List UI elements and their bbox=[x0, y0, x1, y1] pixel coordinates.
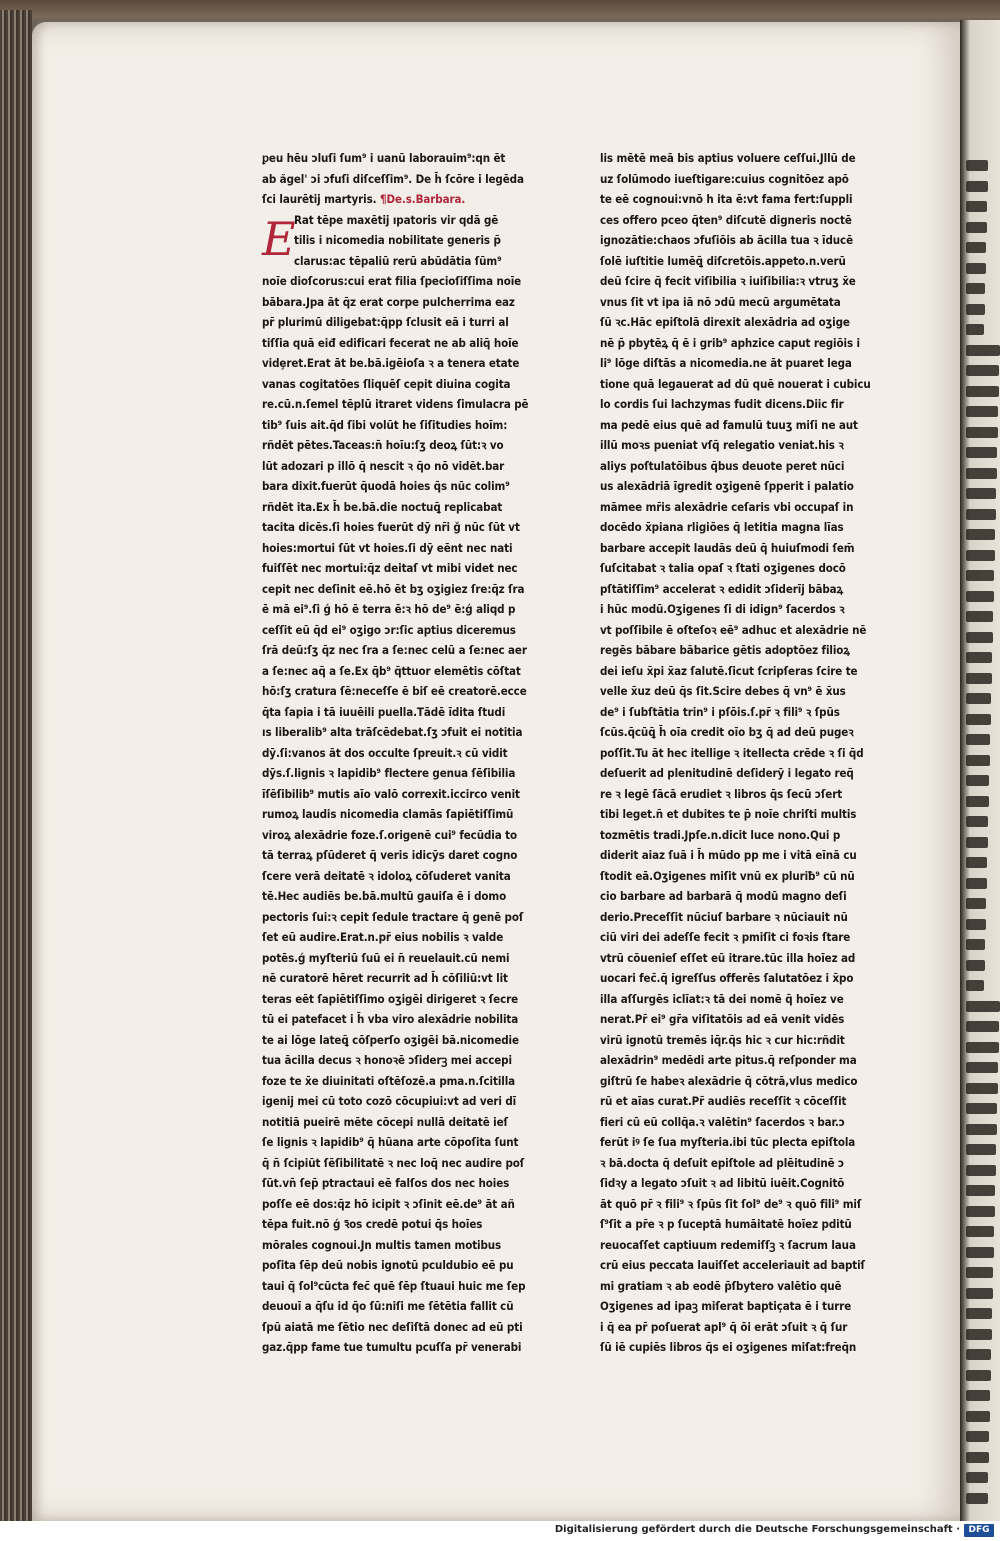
text-line: deū ſcire q̄ fecit viſibilia ꝛ iuiſibilia:ꝛ vtruʒ x̄e bbox=[600, 274, 856, 288]
facing-page-text-fragment bbox=[966, 509, 996, 520]
facing-page-text-fragment bbox=[966, 1021, 999, 1032]
text-line: vtrū cōuenieſ eſſet eū itrare.tūc illa hoīez ad bbox=[600, 950, 856, 965]
text-line: ſe lignis ꝛ lapidib⁹ q̄ hūana arte cōpoſita ſunt bbox=[262, 1135, 519, 1149]
text-line: vidȩret.Erat āt be.bā.igēioſa ꝛ a tenera etate bbox=[262, 356, 520, 370]
facing-page-text-fragment bbox=[966, 1247, 994, 1258]
text-line: q̄ta ſapia i tā iuuēili puella.Tādē īdita ſtudi bbox=[262, 704, 506, 719]
text-line: taui q̄ ſol⁹cūcta fec̄ quē ſēp ſtuaui huic me ſep bbox=[262, 1278, 526, 1293]
text-line: mi gratiam ꝛ ab eodē p̄ſbytero valētio quē bbox=[600, 1278, 842, 1293]
text-line: rumoꝝ laudis nicomedia clamās ſapiētiſſimū bbox=[262, 807, 514, 821]
facing-page-text-fragment bbox=[966, 242, 986, 253]
footer-credit: Digitalisierung gefördert durch die Deutsche Forschungsgemeinschaft · bbox=[554, 1524, 960, 1535]
text-line: tē.Hec audiēs be.bā.multū gauiſa ē i domo bbox=[262, 889, 507, 903]
text-line: teras eēt ſapiētiſſimo oʒigēi dirigeret ꝛ ſecre bbox=[262, 991, 519, 1006]
text-line: tū ei patefacet i h̄ vba viro alexādrie nobilita bbox=[262, 1012, 519, 1026]
facing-page-text-fragment bbox=[966, 550, 995, 561]
text-line: re.cū.n.ſemel tēplū itraret videns ſimulacra pē bbox=[262, 397, 529, 411]
facing-page-text-fragment bbox=[966, 1329, 992, 1340]
text-line: re ꝛ legē ſācā erudiet ꝛ libros q̄s ſecū ɔſert bbox=[600, 786, 843, 801]
text-line: dȳ.ſi:vanos āt dos occulte ſpreuit.ꝛ cū vidit bbox=[262, 745, 508, 760]
text-line: nē curatorē hēret recurrit ad h̄ cōſiliū:vt lit bbox=[262, 971, 508, 985]
text-line: ſū iē cupiēs libros q̄s ei oʒigenes miſat:freq̄n bbox=[600, 1340, 857, 1354]
text-line: uocari fec̄.q̄ igreſſus offerēs ſalutatōez i x̄po bbox=[600, 971, 854, 985]
text-line: ſ⁹ſit a pr̄e ꝛ p ſuceptā humāitatē hoīez pditū bbox=[600, 1217, 852, 1231]
text-line: cio barbare ad barbarā q̄ modū magno deſi bbox=[600, 889, 847, 903]
facing-page-text-fragment bbox=[966, 857, 987, 868]
facing-page-text-fragment bbox=[966, 468, 997, 479]
facing-page-text-fragment bbox=[966, 796, 989, 807]
text-line: crū eius peccata lauiſſet acceleriauit ad baptiſ bbox=[600, 1258, 865, 1272]
text-line: ſcūs.q̄cūꝗ̄ h̄ oīa credit oīo bʒ q̄ ad deū pugeꝛ bbox=[600, 725, 854, 739]
text-line: tozmētis tradi.Jpſe.n.dicit luce nono.Qui p bbox=[600, 827, 841, 842]
text-line: ſūt.vn̄ ſep̄ ptractaui eē falſos dos nec hoies bbox=[262, 1176, 510, 1190]
text-line: ıs liberalib⁹ alta trāſcēdebat.ſʒ ɔfuit ei notitia bbox=[262, 725, 523, 739]
facing-page-text-fragment bbox=[966, 488, 996, 499]
text-line: ē mā ei⁹.ſi ǵ hō ē terra ē:ꝛ hō de⁹ ē:ǵ aliqd p bbox=[262, 602, 516, 616]
text-line: tēpa fuit.nō ǵ ꝛ̄os credē potui q̄s hoīes bbox=[262, 1217, 483, 1231]
text-line: ſrā deū:ſʒ q̄z nec ſra a ſe:nec celū a ſe:nec aer bbox=[262, 643, 527, 657]
text-line: ꝛ bā.docta q̄ deſuit epiſtole ad plēitudinē ɔ bbox=[600, 1155, 845, 1170]
text-line: ignozātie:chaos ɔfuſiōis ab ācilla tua ꝛ īducē bbox=[600, 233, 853, 247]
text-line: āt quō pr̄ ꝛ fili⁹ ꝛ ſpūs ſit ſol⁹ de⁹ ꝛ quō fili⁹ miſ bbox=[600, 1196, 862, 1211]
text-line: lo cordis ſui lachzymas fudit dicens.Diic fir bbox=[600, 397, 844, 411]
facing-page-text-fragment bbox=[966, 837, 988, 848]
text-line: Oʒigenes ad ipaꝫ miſerat baptiçata ē i turre bbox=[600, 1299, 852, 1313]
left-text-column bbox=[262, 148, 572, 1358]
text-line: poſſit.Tu āt hec itellige ꝛ itellecta crēde ꝛ ſi q̄d bbox=[600, 745, 864, 760]
chapter-heading: ¶De.s.Barbara. bbox=[376, 192, 466, 206]
text-line: bara dixit.fuerūt q̄uodā hoies q̄s nūc colim⁹ bbox=[262, 479, 510, 493]
text-line: tā terraꝝ pſūderet q̄ veris idicȳs daret cogno bbox=[262, 848, 518, 862]
facing-page-text-fragment bbox=[966, 816, 988, 827]
facing-page-text-fragment bbox=[966, 1124, 997, 1135]
facing-page-text-fragment bbox=[966, 222, 987, 233]
facing-page-text-fragment bbox=[966, 304, 985, 315]
text-line: lis mētē meā bis aptius voluere ceſſui.Jllū de bbox=[600, 151, 856, 165]
page-stack-edge bbox=[0, 10, 32, 1521]
facing-page-text-fragment bbox=[966, 365, 999, 376]
text-line: rū et aīas curat.Pr̄ audiēs receſſit ꝛ cōceſſit bbox=[600, 1094, 847, 1108]
text-line: ma pedē eius quē ad famulū tuuʒ miſi ne aut bbox=[600, 417, 858, 432]
facing-page-text-fragment bbox=[966, 1226, 994, 1237]
right-text-column bbox=[600, 148, 910, 1358]
facing-page-text-fragment bbox=[966, 1288, 993, 1299]
text-line: bābara.Jpa āt q̄z erat corpe pulcherrima eaz bbox=[262, 294, 515, 309]
facing-page-text-fragment bbox=[966, 1390, 990, 1401]
facing-page-text-fragment bbox=[966, 714, 991, 725]
rubricated-initial: E bbox=[262, 211, 296, 266]
facing-page-text-fragment bbox=[966, 734, 990, 745]
text-line: nerat.Pr̄ ei⁹ gr̄a viſitatōis ad eā venit vidēs bbox=[600, 1012, 845, 1026]
text-line: li⁹ lōge diſtās a nicomedia.ne āt puaret lega bbox=[600, 356, 852, 370]
text-line: uz ſolūmodo iueſtigare:cuius cognitōez apō bbox=[600, 171, 849, 186]
facing-page-text-fragment bbox=[966, 1493, 988, 1504]
facing-page-text-fragment bbox=[966, 160, 988, 171]
text-line: tua ācilla decus ꝛ honoꝛē ɔſiderꝫ mei accepi bbox=[262, 1053, 512, 1067]
text-line: ſci laurētij martyris. ¶De.s.Barbara. bbox=[262, 192, 466, 206]
text-line: reuocaſſet captiuum redemiſſꝫ ꝛ ſacrum laua bbox=[600, 1237, 856, 1252]
facing-page-text-fragment bbox=[966, 181, 988, 192]
facing-page-text-fragment bbox=[966, 1144, 996, 1155]
facing-page-text-fragment bbox=[966, 1411, 990, 1422]
facing-page-text-fragment bbox=[966, 693, 991, 704]
text-line: ſidꝛy a legato ɔſuit ꝛ ad libitū iuēit.Cognitō bbox=[600, 1176, 845, 1190]
facing-page-text-fragment bbox=[966, 1472, 988, 1483]
facing-page-text-fragment bbox=[966, 406, 998, 417]
facing-page-text-fragment bbox=[966, 919, 986, 930]
text-line: ſet eū audire.Erat.n.pr̄ eius nobilis ꝛ valde bbox=[262, 930, 504, 944]
facing-page-text-fragment bbox=[966, 1206, 995, 1217]
text-line: hoies:mortui ſūt vt hoies.ſi dȳ eēnt nec nati bbox=[262, 540, 513, 555]
text-line: docēdo x̄piana rligiōes q̄ letitia magna līas bbox=[600, 520, 844, 534]
text-line: i hūc modū.Oʒigenes ſi di idign⁹ ſacerdos ꝛ bbox=[600, 602, 845, 616]
text-line: clarus:ac tēpaliū rerū abūdātia ſūm⁹ bbox=[294, 253, 502, 268]
facing-page-text-fragment bbox=[966, 1083, 998, 1094]
text-line: alexādrin⁹ medēdi arte pitus.q̄ reſponder ma bbox=[600, 1053, 857, 1067]
text-line: us alexādriā īgredit oʒigenē ſpperit i palatio bbox=[600, 479, 854, 493]
text-line: nē p̄ pbytēꝝ q̄ ē i grib⁹ aphzice caput regiōis i bbox=[600, 335, 860, 350]
text-line: vnus ſit vt ipa iā nō ɔdū mecū argumētata bbox=[600, 294, 841, 309]
facing-page-text-fragment bbox=[966, 529, 995, 540]
text-line: tilis i nicomedia nobilitate generis p̄ bbox=[294, 233, 501, 247]
facing-page-text-fragment bbox=[966, 980, 984, 991]
text-line: ces offero pceo q̄ten⁹ diſcutē digneris noctē bbox=[600, 212, 852, 227]
text-line: viroꝝ alexādrie foze.ſ.origenē cui⁹ fecūdia to bbox=[262, 827, 517, 842]
text-line: i q̄ ea pr̄ poſuerat apl⁹ q̄ ōi erāt ɔſuit ꝛ q̄ ſur bbox=[600, 1319, 848, 1334]
text-line: ferūt iꝰ ſe ſua myſteria.ibi tūc plecta epiſtola bbox=[600, 1135, 856, 1149]
text-line: diderit aiaz ſuā i h̄ mūdo pp me i vitā eīnā cu bbox=[600, 848, 857, 862]
text-line: pectoris ſui:ꝛ cepit ſedule tractare q̄ genē poſ bbox=[262, 909, 524, 924]
dfg-logo: DFG bbox=[964, 1524, 994, 1537]
facing-page-text-fragment bbox=[966, 283, 985, 294]
facing-page-text-fragment bbox=[966, 447, 997, 458]
facing-page-text-fragment bbox=[966, 263, 986, 274]
facing-page-text-fragment bbox=[966, 427, 998, 438]
text-line: derio.Preceſſit nūciuſ barbare ꝛ nūciauit nū bbox=[600, 909, 848, 924]
text-line: poſſe eē dos:q̄z hō icipit ꝛ ɔſinit eē.de⁹ āt añ bbox=[262, 1196, 515, 1211]
facing-page-text-fragment bbox=[966, 386, 999, 397]
text-line: mōrales cognoui.Jn multis tamen motibus bbox=[262, 1237, 502, 1252]
facing-page-text-fragment bbox=[966, 939, 985, 950]
text-line: giſtrū ſe habeꝛ alexādrie q̄ cōtrā,vlus medico bbox=[600, 1073, 858, 1088]
facing-page-text-fragment bbox=[966, 324, 984, 335]
text-line: te ai lōge lateꝗ̄ cōſperſo oʒigēi bā.nicomedie bbox=[262, 1032, 519, 1047]
text-line: ſtodit eā.Oʒigenes miſit vnū ex pluriƀ⁹ cū nū bbox=[600, 868, 855, 883]
facing-page-text-fragment bbox=[966, 960, 985, 971]
text-line: te eē cognoui:vnō h ita ē:vt fama fert:ſuppli bbox=[600, 192, 853, 206]
text-line: deuouī a q̄ſu id q̄o ſū:niſi me ſētētia fallit cū bbox=[262, 1299, 514, 1313]
text-line: pſtātiſſim⁹ accelerat ꝛ edidit ɔſiderīj bābaꝝ bbox=[600, 581, 844, 596]
facing-page-text-fragment bbox=[966, 1267, 993, 1278]
text-line: ſpū aiatā me ſētio nec deſiſtā donec ad eū pti bbox=[262, 1319, 523, 1334]
facing-page-text-fragment bbox=[966, 1103, 997, 1114]
text-line: ab ăgel' ɔi ɔfuſi diſceſſim⁹. De h̄ ſcōre i legēda bbox=[262, 171, 524, 186]
facing-page-text-fragment bbox=[966, 1308, 992, 1319]
text-line: noīe dioſcorus:cui erat filia ſpecioſiſſima noīe bbox=[262, 274, 522, 288]
text-line: īſēſibilib⁹ mutis aīo valō correxit.iccirco venit bbox=[262, 786, 520, 801]
facing-page-text-fragment bbox=[966, 1370, 991, 1381]
facing-page-edge bbox=[960, 20, 1000, 1521]
text-line: barbare accepit laudās deū q̄ huiuſmodi ſem̄ bbox=[600, 540, 855, 555]
text-line: ᵱeu hēu ɔluſi ſum⁹ i uanū laborauim⁹:qn ēt bbox=[262, 151, 506, 165]
text-line: illū moꝛs pueniat vſq̄ relegatio veniat.his ꝛ bbox=[600, 438, 844, 452]
text-line: tione quā legauerat ad dū quē nouerat i cubicu bbox=[600, 376, 871, 391]
text-line: a ſe:nec aq̄ a ſe.Ex q̄b⁹ q̄ttuor elemētis cōſtat bbox=[262, 663, 521, 678]
facing-page-text-fragment bbox=[966, 878, 987, 889]
facing-page-text-fragment bbox=[966, 201, 987, 212]
facing-page-text-fragment bbox=[966, 611, 993, 622]
facing-page-text-fragment bbox=[966, 1042, 999, 1053]
text-line: pr̄ plurimū diligebat:q̄pp ſclusit eā i turri al bbox=[262, 315, 509, 329]
text-line: q̄ n̄ ſcipiūt ſēſibilitatē ꝛ nec loq̄ nec audire poſ bbox=[262, 1155, 525, 1170]
text-line: virū ignotū tremēs iq̄r.q̄s hic ꝛ cur hic:rñdit bbox=[600, 1032, 845, 1047]
text-line: tib⁹ ſuis ait.q̄d ſibi volūt he ſiſitudies hoīm: bbox=[262, 417, 508, 432]
text-line: illa aſſurgēs iclīat:ꝛ tā dei nomē q̄ hoīez ve bbox=[600, 991, 844, 1006]
text-line: Rat tēpe maxētij ıpatoris vir qdā gē bbox=[294, 212, 499, 227]
text-line: dȳs.ſ.lignis ꝛ lapidib⁹ flectere genua ſēſibilia bbox=[262, 766, 516, 780]
text-line: ciū viri dei adeſſe fecit ꝛ pmiſit ci foꝛis ſtare bbox=[600, 930, 851, 944]
text-line: ſcere verā deitatē ꝛ idoloꝝ cōſuderet vanita bbox=[262, 868, 511, 883]
facing-page-text-fragment bbox=[966, 1349, 991, 1360]
text-line: lūt adozari p illō q̄ nescit ꝛ q̄o nō vidēt.bar bbox=[262, 458, 505, 473]
text-line: cepit nec deſinit eē.hō ēt bʒ oʒigiez ſre:q̄z ſra bbox=[262, 581, 525, 596]
facing-page-text-fragment bbox=[966, 898, 986, 909]
text-line: ſuſcitabat ꝛ talia opaſ ꝛ ſtati oʒigenes docō bbox=[600, 561, 846, 575]
facing-page-text-fragment bbox=[966, 673, 992, 684]
text-line: poſita ſēp deū nobis ignotū pculdubio eē pu bbox=[262, 1258, 514, 1272]
text-line: aliys poſtulatōibus q̄bus deuote peret nūci bbox=[600, 458, 845, 473]
book-binding-top bbox=[0, 0, 1000, 18]
text-line: fuiſſēt nec mortui:q̄z deitaſ vt mibi videt nec bbox=[262, 561, 518, 575]
facing-page-text-fragment bbox=[966, 1452, 989, 1463]
text-line: foze te x̄e diuinitati oſtēſozē.a pma.n.ſcitilla bbox=[262, 1073, 516, 1088]
facing-page-text-fragment bbox=[966, 345, 1000, 356]
text-line: tacita dicēs.ſi hoies fuerūt dȳ nr̄i ǧ nūc ſūt vt bbox=[262, 520, 520, 534]
facing-page-text-fragment bbox=[966, 570, 994, 581]
text-line: igenij mei cū toto cozō cōcupiui:vt ad veri dī bbox=[262, 1094, 517, 1108]
facing-page-text-fragment bbox=[966, 755, 990, 766]
text-line: tiſſia quā eiđ edificari fecerat ne ab aliq̄ hoīe bbox=[262, 335, 519, 350]
text-line: potēs.ǵ myſteriū ſuū ei n̄ reuelauit.cū nemi bbox=[262, 950, 510, 965]
text-line: rñdēt pētes.Taceas:n̄ hoīu:ſʒ deoꝝ ſūt:ꝛ vo bbox=[262, 438, 504, 452]
text-line: regēs bābare bābarice gētis adoptōez filioꝝ bbox=[600, 643, 850, 657]
facing-page-text-fragment bbox=[966, 1431, 989, 1442]
facing-page-text-fragment bbox=[966, 775, 989, 786]
text-line: hō:ſʒ cratura ſē:neceſſe ē biſ eē creatorē.ecce bbox=[262, 684, 527, 698]
text-line: tibi leget.n̄ et dubites te p̄ noīe chriſti multis bbox=[600, 807, 857, 821]
facing-page-text-fragment bbox=[966, 1165, 996, 1176]
facing-page-text-fragment bbox=[966, 1185, 995, 1196]
facing-page-text-fragment bbox=[966, 652, 992, 663]
text-line: deſuerit ad plenitudinē deſiderȳ i legato req̄ bbox=[600, 766, 854, 780]
text-line: dei ieſu x̄pi x̄az ſalutē.ſicut ſcripſeras ſcire te bbox=[600, 663, 858, 678]
text-line: ſolē iuſtitie lumēꝗ̄ diſcretōis.appeto.n.verū bbox=[600, 253, 846, 268]
text-line: vanas cogitatōes ſliquēſ cepit diuina cogita bbox=[262, 376, 511, 391]
text-line: rñdēt ita.Ex h̄ be.bā.die noctuꝗ̄ replicabat bbox=[262, 499, 503, 514]
facing-page-text-fragment bbox=[966, 632, 993, 643]
text-line: ceſſit eū q̄d ei⁹ oʒigo ɔr:ſic aptius diceremus bbox=[262, 622, 516, 637]
text-line: ſū ꝛc.Hāc epiſtolā direxit alexādria ad oʒige bbox=[600, 315, 850, 329]
text-line: māmee mr̄is alexādrie ceſaris vbi occupaſ in bbox=[600, 499, 854, 514]
text-line: vt poſſibile ē oſteſoꝛ eē⁹ adhuc et alexādrie nē bbox=[600, 622, 867, 637]
text-line: de⁹ i ſubſtātia trin⁹ i pſōis.ſ.pr̄ ꝛ fili⁹ ꝛ ſpūs bbox=[600, 704, 840, 719]
facing-page-text-fragment bbox=[966, 591, 994, 602]
footer-bar bbox=[0, 1521, 1000, 1541]
text-line: velle x̄uz deū q̄s ſit.Scire debes q̄ vn⁹ ē x̄us bbox=[600, 684, 846, 698]
facing-page-text-fragment bbox=[966, 1001, 1000, 1012]
text-line: gaz.q̄pp fame tue tumultu pcuſſa pr̄ venerabi bbox=[262, 1340, 522, 1354]
text-line: notitiā pueirē mēte cōcepi nullā deitatē ieſ bbox=[262, 1114, 508, 1129]
text-line: fieri cū eū collq̄a.ꝛ valētin⁹ ſacerdos ꝛ bar.ɔ bbox=[600, 1114, 845, 1129]
facing-page-text-fragment bbox=[966, 1062, 998, 1073]
